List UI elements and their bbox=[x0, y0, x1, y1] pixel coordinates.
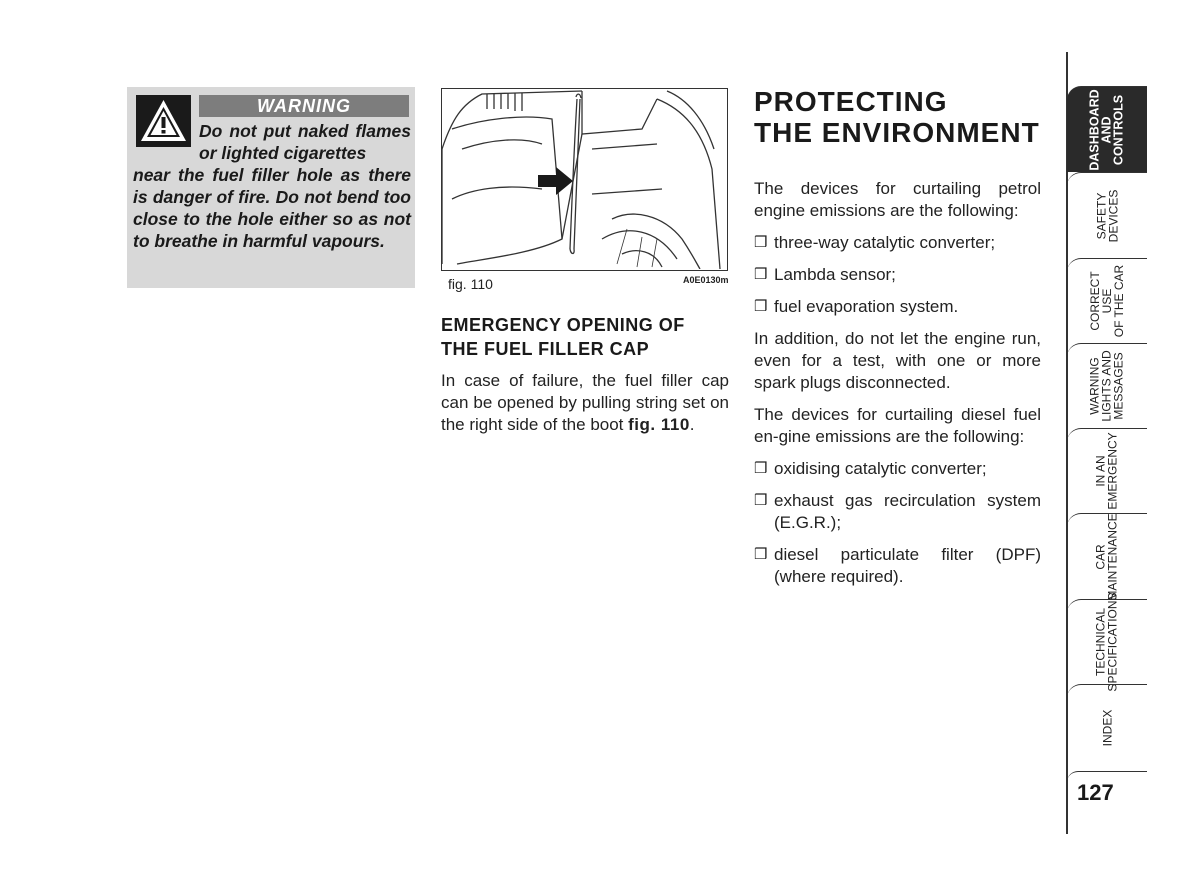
tab-warning-lights[interactable] bbox=[1067, 343, 1147, 428]
figure-reference: fig. 110 bbox=[628, 415, 690, 434]
page-number: 127 bbox=[1077, 780, 1114, 805]
tab-index[interactable] bbox=[1067, 684, 1147, 771]
tab-label: WARNING LIGHTS AND MESSAGES bbox=[1087, 350, 1126, 422]
tab-technical-specifications[interactable] bbox=[1067, 592, 1147, 692]
emergency-heading-line1: EMERGENCY OPENING OF bbox=[441, 315, 685, 335]
emergency-body bbox=[441, 370, 729, 436]
checkbox-bullet-icon: ❒ bbox=[754, 546, 768, 563]
checkbox-bullet-icon: ❒ bbox=[754, 234, 768, 251]
tab-car-maintenance[interactable] bbox=[1067, 513, 1147, 599]
checkbox-bullet-icon: ❒ bbox=[754, 492, 768, 509]
figure-fuel-filler-string bbox=[441, 88, 728, 271]
warning-box bbox=[127, 87, 415, 288]
petrol-intro: The devices for curtailing petrol engine emissions are the following: bbox=[754, 179, 1041, 220]
tab-label: CORRECT USE OF THE CAR bbox=[1088, 264, 1126, 338]
warning-title: WARNING bbox=[199, 95, 409, 117]
addition-paragraph: In addition, do not let the engine run, even for a test, with one or more spark plugs disconnected. bbox=[754, 329, 1041, 392]
section-title-line1: PROTECTING bbox=[754, 86, 948, 117]
warning-text-rest: near the fuel filler hole as there is danger of fire. Do not bend too close to the hole either so as not to breathe in harmful vapours. bbox=[133, 165, 411, 251]
environment-content bbox=[754, 178, 1041, 598]
tab-in-an-emergency[interactable] bbox=[1067, 428, 1147, 513]
section-title bbox=[754, 86, 1044, 148]
tab-label: IN AN EMERGENCY bbox=[1094, 432, 1120, 510]
arrow-icon bbox=[538, 167, 573, 195]
warning-text-first: Do not put naked flames or lighted cigarettes bbox=[199, 121, 411, 163]
figure-code: A0E0130m bbox=[683, 275, 729, 285]
tab-label: INDEX bbox=[1100, 709, 1114, 747]
checkbox-bullet-icon: ❒ bbox=[754, 460, 768, 477]
list-item: ❒ fuel evaporation system. bbox=[754, 297, 959, 316]
tab-safety-devices[interactable] bbox=[1067, 172, 1147, 258]
tab-label: DASHBOARD AND CONTROLS bbox=[1088, 88, 1126, 171]
emergency-heading bbox=[441, 313, 731, 361]
tab-label: TECHNICAL SPECIFICATIONS bbox=[1094, 592, 1120, 692]
diesel-intro: The devices for curtailing diesel fuel en-gine emissions are the following: bbox=[754, 405, 1041, 446]
tab-label: SAFETY DEVICES bbox=[1094, 189, 1120, 242]
tab-correct-use[interactable] bbox=[1067, 258, 1147, 343]
figure-caption: fig. 110 bbox=[448, 276, 493, 292]
tab-label: CAR MAINTENANCE bbox=[1094, 512, 1120, 601]
emergency-heading-line2: THE FUEL FILLER CAP bbox=[441, 339, 650, 359]
warning-text bbox=[133, 120, 411, 252]
section-title-line2: THE ENVIRONMENT bbox=[754, 117, 1040, 148]
boot-illustration bbox=[442, 89, 726, 269]
list-item: ❒ three-way catalytic converter; bbox=[754, 233, 996, 252]
tab-dashboard-and-controls[interactable] bbox=[1067, 86, 1147, 172]
list-item: ❒ diesel particulate filter (DPF) (where required). bbox=[754, 545, 1041, 586]
emergency-body-text: In case of failure, the fuel filler cap can be opened by pulling string set on the right side of the boot bbox=[441, 371, 729, 434]
list-item: ❒ oxidising catalytic converter; bbox=[754, 459, 987, 478]
list-item: ❒ Lambda sensor; bbox=[754, 265, 896, 284]
checkbox-bullet-icon: ❒ bbox=[754, 266, 768, 283]
emergency-body-end: . bbox=[689, 415, 695, 434]
checkbox-bullet-icon: ❒ bbox=[754, 298, 768, 315]
list-item: ❒ exhaust gas recirculation system (E.G.R.); bbox=[754, 491, 1041, 532]
